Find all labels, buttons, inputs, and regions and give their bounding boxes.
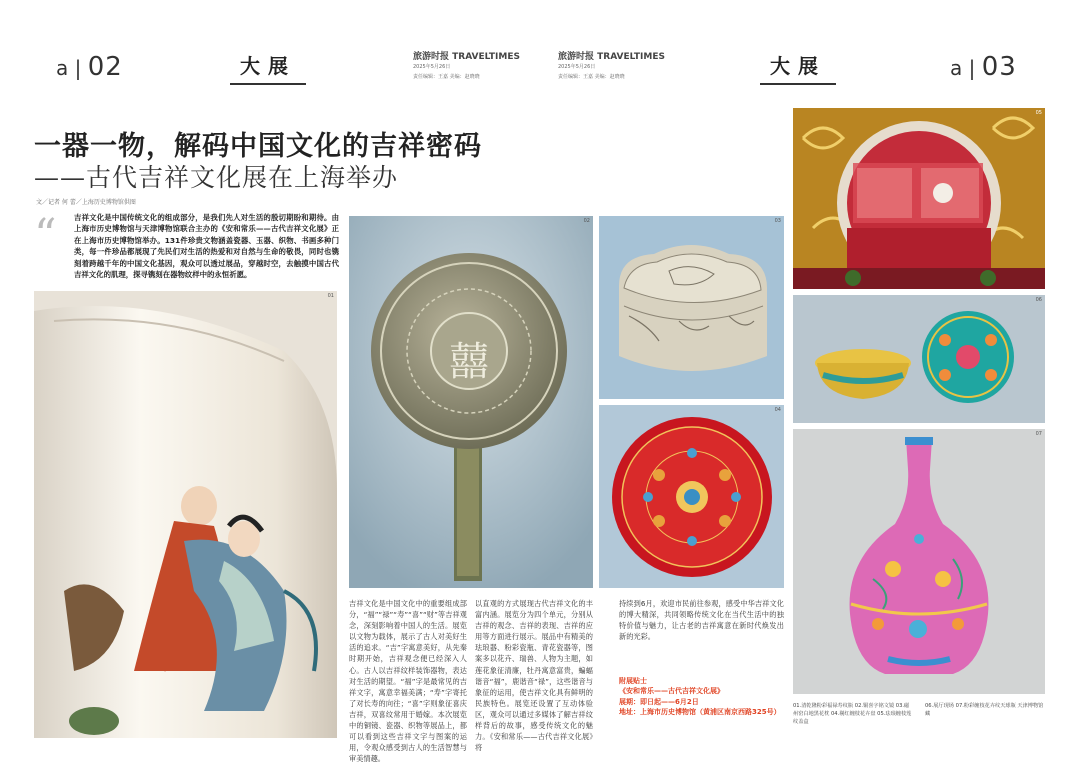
photo-exhibition-hall <box>793 108 1045 289</box>
body-column-3: 持续到6月，欢迎市民前往参观，感受中华吉祥文化的博大精深，共同领略传统文化在当代生活中的独特价值与魅力，让古老的吉祥寓意在新时代焕发出新的光彩。 <box>619 599 784 642</box>
page-number-right: a | 03 <box>950 52 1017 82</box>
photo-number-04: 04 <box>774 407 781 413</box>
ceramic-pillow-illustration <box>599 216 784 399</box>
photo-ceramic-pillow <box>599 216 784 399</box>
photo-famille-rose-vase <box>793 429 1045 694</box>
photo-number-01: 01 <box>327 293 334 299</box>
masthead-left <box>413 52 520 82</box>
photo-number-07: 07 <box>1035 431 1042 437</box>
article-title: 一器一物，解码中国文化的吉祥密码 <box>34 131 482 162</box>
info-dates: 展期：即日起——6月2日 <box>619 697 699 706</box>
masthead-date-right: 2025年5月26日 <box>558 64 596 70</box>
photo-number-02: 02 <box>583 218 590 224</box>
page-prefix-left: a <box>56 56 69 80</box>
photo-bronze-mirror <box>349 216 593 588</box>
page-prefix-right: a <box>950 56 963 80</box>
info-exhibit: 《安和常乐——古代吉祥文化展》 <box>619 687 724 695</box>
caption-right: 06.展厅现场 07.粉彩缠枝花卉纹天球瓶 天津博物馆藏 <box>925 703 1044 717</box>
masthead-name-left: 旅游时报 TRAVELTIMES <box>413 52 520 62</box>
article-subtitle: ——古代吉祥文化展在上海举办 <box>34 163 399 192</box>
photo-number-05: 05 <box>1035 110 1042 116</box>
exhibition-hall-illustration <box>793 108 1045 289</box>
quote-mark: “ <box>34 210 57 261</box>
masthead-editor-right: 责任编辑：王嘉 美编：赵晓晓 <box>558 74 625 80</box>
vase-figures-illustration <box>34 291 337 738</box>
lead-paragraph: 吉祥文化是中国传统文化的组成部分，是我们先人对生活的殷切期盼和期待。由上海市历史博物馆与天津博物馆联合主办的《安和常乐——古代吉祥文化展》正在上海市历史博物馆举办。131件珍贵文物涵盖瓷器、玉器、织物、书画多种门类，每一件珍品都展现了先民们对生活的热爱和对自然与生命的敬畏，同时也镌刻着跨越千年的中国文化基因，观众可以透过展品，穿越时空，去触摸中国古代吉祥文化的肌理，探寻镌刻在器物纹样中的永恒祈愿。 <box>74 213 339 280</box>
photo-red-dish <box>599 405 784 588</box>
photo-vase-figures <box>34 291 337 738</box>
masthead-name-right: 旅游时报 TRAVELTIMES <box>558 52 665 62</box>
photo-number-03: 03 <box>774 218 781 224</box>
body-column-2: 以直观的方式展现古代吉祥文化的丰富内涵。展览分为四个单元，分别从吉祥的观念、吉祥的表现、吉祥的应用等方面进行展示。展品中有精美的珐琅器、粉彩瓷瓶、青花瓷器等，图案多以花卉、瑞兽、人物为主题，如莲花象征清廉，牡丹寓意富贵，蝙蝠谐音“福”，鹿谐音“禄”，这些谐音与象征的运用，使吉祥文化具有鲜明的民族特色。展览还设置了互动体验区，观众可以通过多媒体了解吉祥纹样背后的故事，感受传统文化的魅力。《安和常乐——古代吉祥文化展》将 <box>475 599 593 753</box>
photo-enamel-box <box>793 295 1045 423</box>
masthead-right <box>558 52 665 82</box>
enamel-box-illustration <box>793 295 1045 423</box>
mirror-character: 囍 <box>449 339 489 385</box>
masthead-date-left: 2025年5月26日 <box>413 64 451 70</box>
info-address: 地址：上海市历史博物馆（黄浦区南京西路325号） <box>619 708 781 716</box>
exhibition-info <box>619 676 787 718</box>
famille-rose-vase-illustration <box>793 429 1045 694</box>
red-dish-illustration <box>599 405 784 588</box>
section-title-left: 大展 <box>230 50 306 85</box>
page-number-left-value: 02 <box>87 52 123 82</box>
page-number-right-value: 03 <box>981 52 1017 82</box>
byline: 文／记者 何 蕾／上海历史博物馆供图 <box>36 199 136 206</box>
photo-number-06: 06 <box>1035 297 1042 303</box>
info-label: 附展贴士 <box>619 677 647 685</box>
bronze-mirror-illustration <box>349 216 593 588</box>
body-column-1: 吉祥文化是中国文化中的重要组成部分，“福”“禄”“寿”“喜”“财”等吉祥观念，深刻影响着中国人的生活。展览以文物为载体，展示了古人对美好生活的追求。“吉”字寓意美好，从先秦时期开始，吉祥观念便已经深入人心。古人以吉祥纹样装饰器物，表达对生活的期望。“福”字是最常见的吉祥文字，寓意幸福美满；“寿”字寄托了对长寿的向往；“喜”字则象征喜庆吉祥，双喜纹常用于婚嫁。本次展览中的铜镜、瓷器、织物等展品上，都可以看到这些吉祥文字与图案的运用，令观众感受到古人的生活智慧与审美情趣。 <box>349 599 467 764</box>
section-title-right: 大展 <box>760 50 836 85</box>
masthead-editor-left: 责任编辑：王嘉 美编：赵晓晓 <box>413 74 480 80</box>
caption-left: 01.清乾隆粉彩福禄寿纹瓶 02.铜喜字铭文镜 03.磁州窑白地黑花枕 04.剔红缠枝花卉盘 05.珐琅缠枝莲纹盖盒 <box>793 703 912 725</box>
page-number-left: a | 02 <box>56 52 123 82</box>
